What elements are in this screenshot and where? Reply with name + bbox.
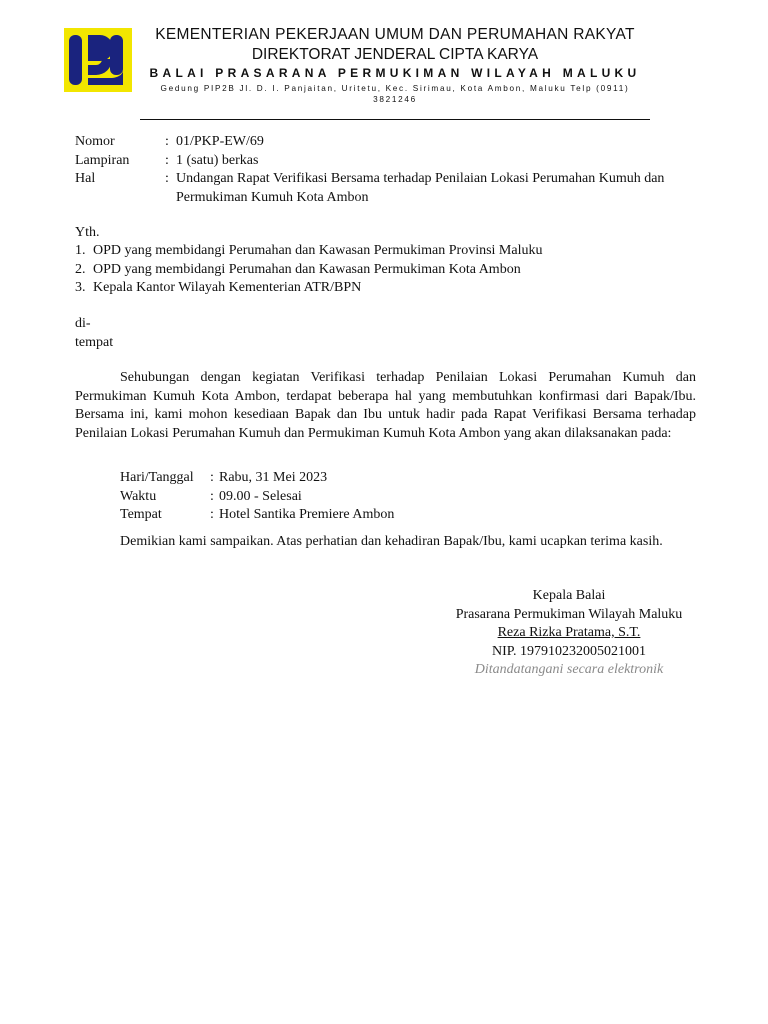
colon: :: [165, 134, 169, 149]
directorate-name: DIREKTORAT JENDERAL CIPTA KARYA: [251, 46, 539, 63]
meta-row-nomor: [75, 133, 700, 152]
schedule-value: Rabu, 31 Mei 2023: [219, 470, 328, 485]
salutation: Yth.: [75, 225, 100, 240]
pu-logo-icon: [64, 28, 132, 92]
schedule-row: [120, 488, 394, 507]
signature-block: [440, 587, 698, 680]
colon: :: [210, 470, 214, 485]
recipient-text: Kepala Kantor Wilayah Kementerian ATR/BPN: [93, 280, 362, 295]
address-place: [75, 315, 113, 352]
recipient-text: OPD yang membidangi Perumahan dan Kawasan Permukiman Kota Ambon: [93, 261, 521, 277]
meta-row-lampiran: [75, 152, 700, 171]
hal-value: Undangan Rapat Verifikasi Bersama terhadap Penilaian Lokasi Perumahan Kumuh dan Permukiman Kumuh Kota Ambon: [176, 171, 665, 205]
signer-nip: NIP. 197910232005021001: [491, 643, 646, 659]
ministry-name: KEMENTERIAN PEKERJAAN UMUM DAN PERUMAHAN RAKYAT: [155, 26, 635, 43]
schedule-label: Tempat: [120, 507, 162, 522]
schedule-row: [120, 469, 394, 488]
electronic-signature-note: Ditandatangani secara elektronik: [474, 662, 664, 677]
lampiran-label: Lampiran: [75, 152, 130, 168]
list-item: [75, 261, 542, 280]
letterhead-divider: [140, 119, 650, 120]
recipient-list: [75, 242, 542, 298]
schedule-value: Hotel Santika Premiere Ambon: [219, 507, 395, 522]
nomor-value: 01/PKP-EW/69: [176, 134, 264, 149]
schedule-value: 09.00 - Selesai: [219, 488, 302, 504]
meeting-schedule: [120, 469, 394, 525]
body-paragraph-2: Demikian kami sampaikan. Atas perhatian dan kehadiran Bapak/Ibu, kami ucapkan terima kasih.: [120, 534, 663, 549]
hal-label: Hal: [75, 171, 96, 186]
list-item: [75, 279, 542, 298]
meta-row-hal: [75, 170, 700, 207]
colon: :: [210, 488, 214, 504]
list-number: 1.: [75, 243, 86, 258]
body-paragraph-1: Sehubungan dengan kegiatan Verifikasi terhadap Penilaian Lokasi Perumahan Kumuh dan Permukiman Kumuh Kota Ambon, terdapat beberapa hal yang membutuhkan konfirmasi dari Bapak/Ibu. Bersama ini, kami mohon kesediaan Bapak dan Ibu untuk hadir pada Rapat Verifikasi Bersama terhadap Penilaian Lokasi Perumahan Kumuh dan Permukiman Kumuh Kota Ambon yang akan dilaksanakan pada:: [75, 370, 696, 441]
place-line-1: di-: [75, 316, 91, 331]
colon: :: [165, 152, 169, 168]
schedule-row: [120, 506, 394, 525]
list-number: 3.: [75, 280, 86, 295]
colon: :: [210, 507, 214, 522]
list-item: [75, 242, 542, 261]
letterhead: [140, 26, 650, 105]
colon: :: [165, 171, 169, 186]
place-line-2: tempat: [75, 334, 114, 350]
signer-name: Reza Rizka Pratama, S.T.: [497, 625, 641, 640]
signer-title-2: Prasarana Permukiman Wilayah Maluku: [455, 606, 683, 622]
schedule-label: Hari/Tanggal: [120, 470, 194, 485]
list-number: 2.: [75, 261, 86, 277]
nomor-label: Nomor: [75, 134, 115, 149]
office-name: BALAI PRASARANA PERMUKIMAN WILAYAH MALUKU: [149, 66, 641, 80]
lampiran-value: 1 (satu) berkas: [176, 152, 259, 168]
letter-meta: [75, 133, 700, 207]
schedule-label: Waktu: [120, 488, 157, 504]
office-address: Gedung PIP2B Jl. D. I. Panjaitan, Uritetu, Kec. Sirimau, Kota Ambon, Maluku Telp (0911) 3821246: [160, 84, 630, 104]
signer-title-1: Kepala Balai: [532, 588, 606, 603]
recipient-text: OPD yang membidangi Perumahan dan Kawasan Permukiman Provinsi Maluku: [93, 243, 543, 258]
